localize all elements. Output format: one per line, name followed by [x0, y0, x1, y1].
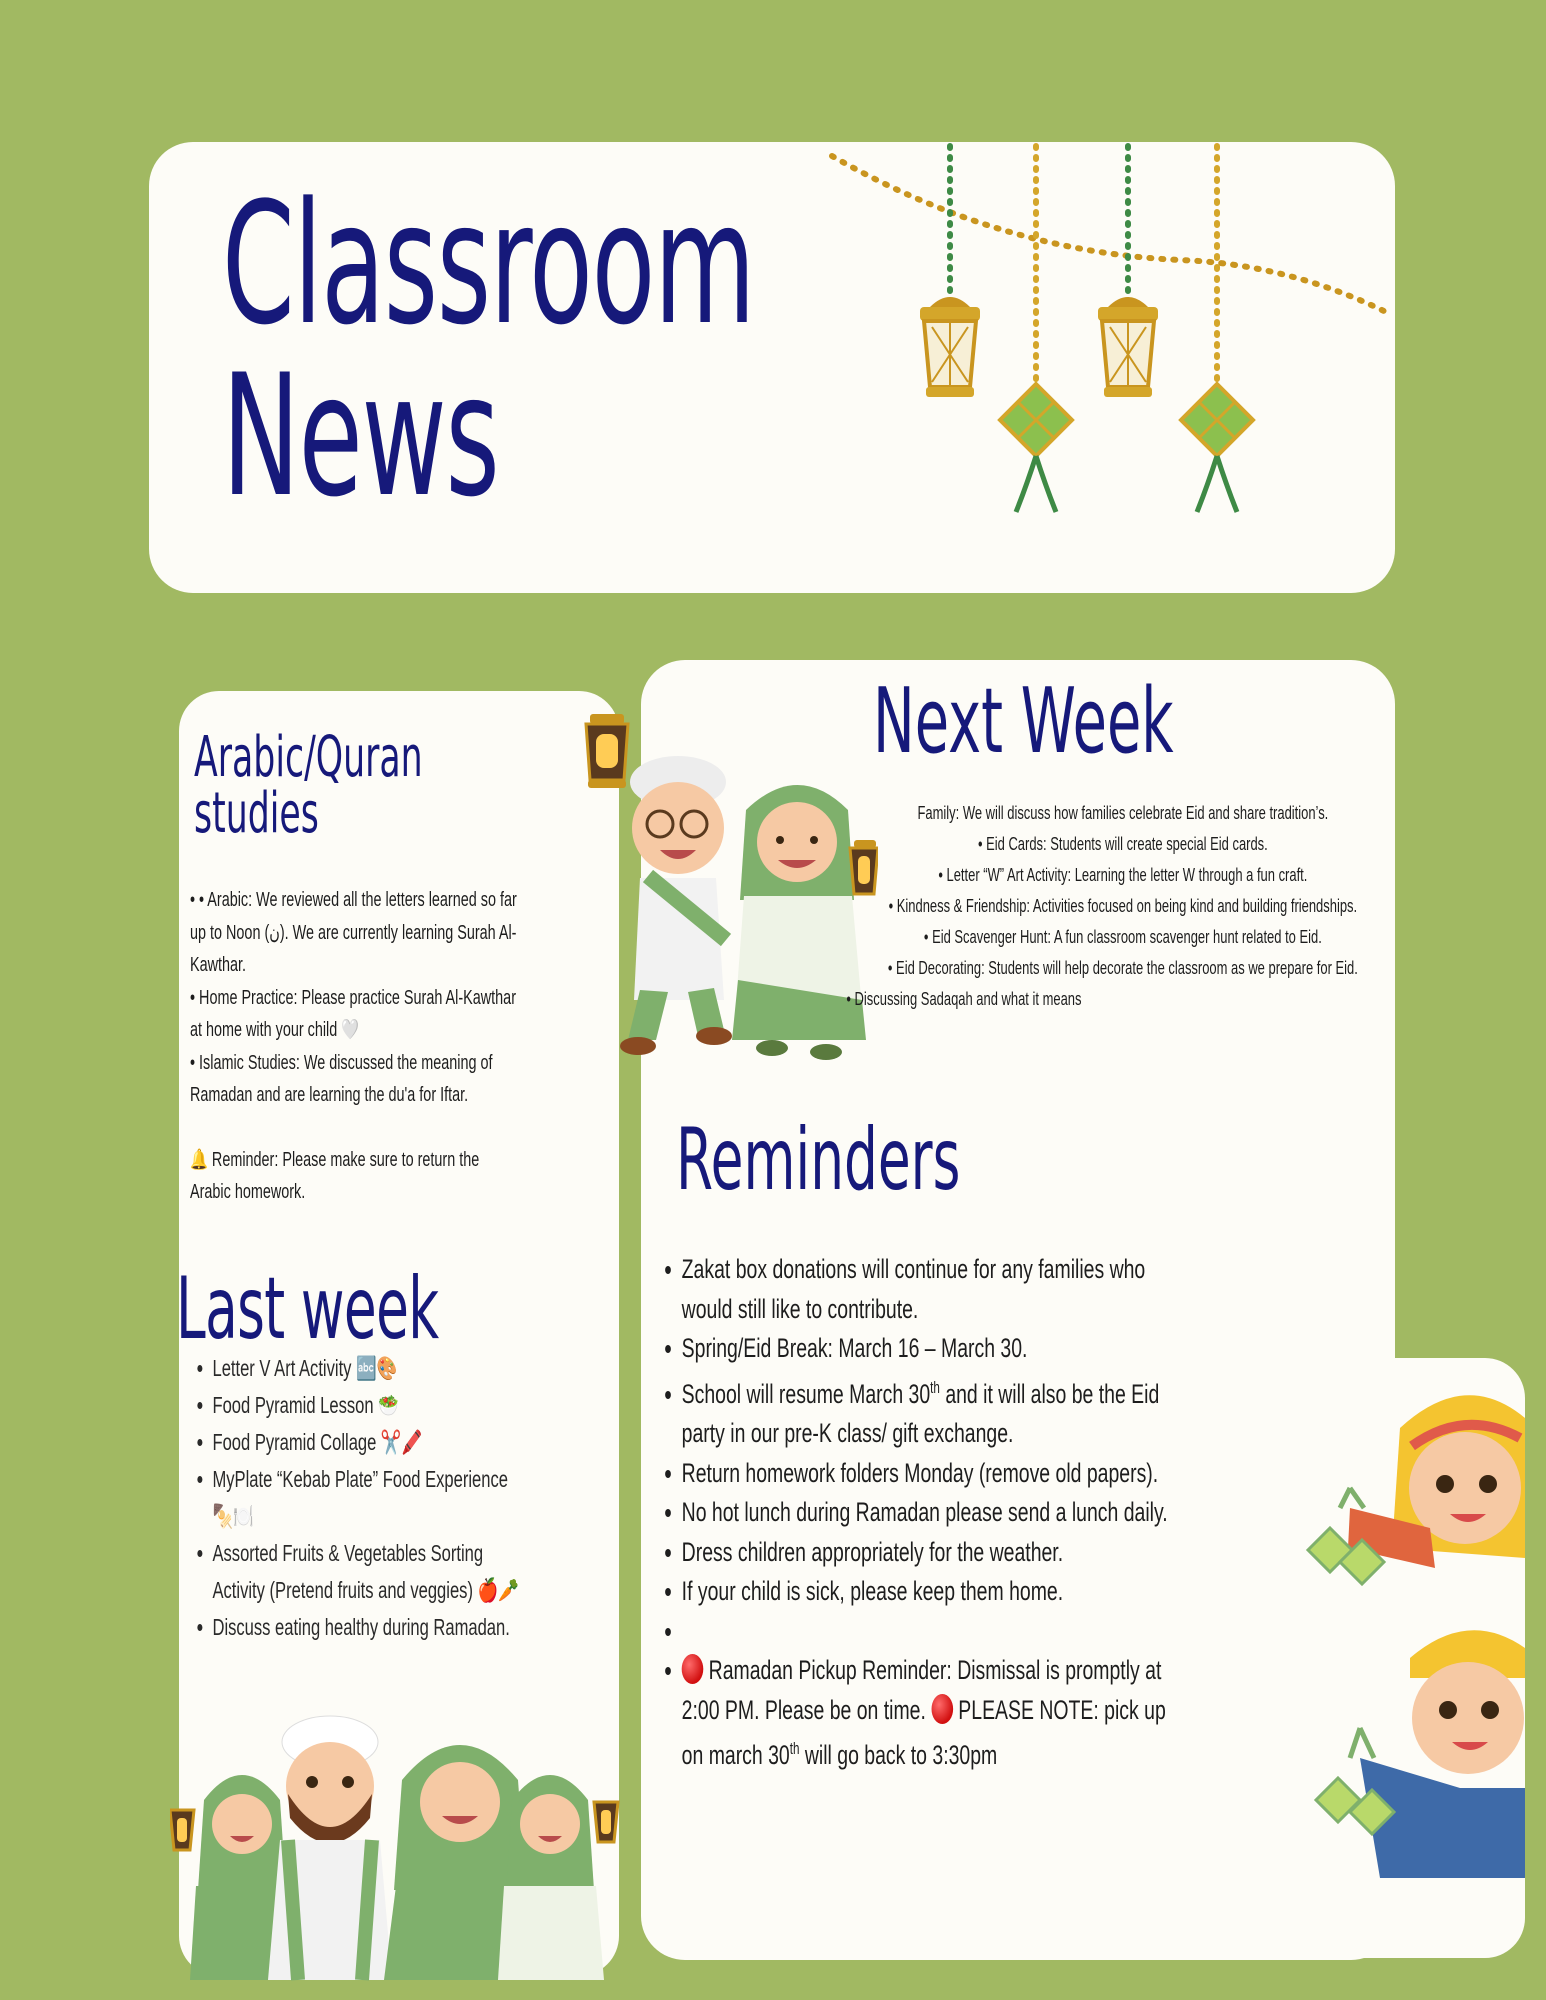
- list-item: • Assorted Fruits & Vegetables Sorting Activity (Pretend fruits and veggies) 🍎🥕: [212, 1535, 529, 1609]
- last-week-heading: Last week: [176, 1259, 439, 1359]
- next-week-heading: Next Week: [873, 669, 1174, 774]
- title-line-2: News: [222, 338, 499, 534]
- next-week-line: Family: We will discuss how families celebrate Eid and share tradition’s.: [917, 803, 1329, 823]
- arabic-paragraph: • Islamic Studies: We discussed the meaning of Ramadan and are learning the du'a for Iftar.: [190, 1051, 493, 1106]
- list-item: • Letter V Art Activity 🔤🎨: [212, 1350, 529, 1387]
- list-item: [682, 1612, 1174, 1652]
- next-week-line: • Discussing Sadaqah and what it means: [846, 989, 1082, 1009]
- hand-lantern-icon: [594, 1802, 618, 1842]
- next-week-line: • Kindness & Friendship: Activities focused on being kind and building friendships.: [888, 896, 1358, 916]
- list-item: [682, 1651, 1174, 1776]
- arabic-quran-body: [190, 884, 518, 1209]
- hand-lantern-icon: [170, 1810, 194, 1850]
- list-item: • Spring/Eid Break: March 16 – March 30.: [682, 1329, 1174, 1369]
- ketupat-icon: [1000, 384, 1072, 512]
- reminder-text: and it will also be the Eid party in our pre-K class/ gift exchange.: [681, 1378, 1160, 1448]
- hand-lantern-icon: [586, 714, 628, 788]
- reminder-text: School will resume March 30: [681, 1378, 931, 1409]
- red-circle-icon: [931, 1694, 953, 1724]
- arabic-heading-line-1: Arabic/Quran: [194, 725, 423, 790]
- next-week-line: • Eid Decorating: Students will help decorate the classroom as we prepare for Eid.: [887, 958, 1358, 978]
- next-week-line: • Letter “W” Art Activity: Learning the letter W through a fun craft.: [938, 865, 1308, 885]
- list-item: • Food Pyramid Collage ✂️🖍️: [212, 1424, 529, 1461]
- arabic-heading-line-2: studies: [194, 781, 319, 846]
- superscript: th: [789, 1740, 800, 1758]
- superscript: th: [930, 1378, 940, 1397]
- last-week-list: [188, 1350, 529, 1646]
- arabic-paragraph: • Home Practice: Please practice Surah Al-Kawthar at home with your child 🤍: [190, 986, 516, 1041]
- list-item: • Zakat box donations will continue for any families who would still like to contribute.: [682, 1250, 1174, 1329]
- next-week-line: • Eid Scavenger Hunt: A fun classroom scavenger hunt related to Eid.: [923, 927, 1322, 947]
- hanging-lantern-icon: [920, 297, 980, 397]
- next-week-body: [832, 798, 1414, 1015]
- list-item: • Discuss eating healthy during Ramadan.: [212, 1609, 529, 1646]
- next-week-line: • Eid Cards: Students will create special Eid cards.: [977, 834, 1268, 854]
- children-celebrating-illustration: [548, 700, 878, 1070]
- list-item: • If your child is sick, please keep them home.: [682, 1572, 1174, 1612]
- reminders-list: [650, 1250, 1174, 1776]
- reminder-text: Ramadan Pickup Reminder: Dismissal is promptly at 2:00 PM. Please be on time.: [681, 1655, 1162, 1725]
- reminders-heading: Reminders: [676, 1110, 961, 1210]
- list-item: • No hot lunch during Ramadan please send a lunch daily.: [682, 1493, 1174, 1533]
- family-illustration: [170, 1690, 620, 1990]
- list-item: • Return homework folders Monday (remove old papers).: [682, 1454, 1174, 1494]
- arabic-quran-heading: [194, 725, 423, 846]
- peeking-kids-illustration: [1300, 1358, 1525, 1878]
- arabic-paragraph: • • Arabic: We reviewed all the letters learned so far up to Noon (ن). We are currently learning Surah Al-Kawthar.: [190, 889, 517, 976]
- hanging-decorations: [820, 142, 1395, 532]
- list-item: [682, 1369, 1174, 1454]
- ketupat-icon: [1181, 384, 1253, 512]
- list-item: • Food Pyramid Lesson 🥗: [212, 1387, 529, 1424]
- arabic-reminder: 🔔 Reminder: Please make sure to return the Arabic homework.: [190, 1148, 480, 1203]
- list-item: • Dress children appropriately for the weather.: [682, 1533, 1174, 1573]
- red-circle-icon: [682, 1654, 704, 1684]
- reminder-text: PLEASE NOTE: pick up on march 30: [681, 1694, 1166, 1770]
- reminder-text: will go back to 3:30pm: [799, 1740, 998, 1770]
- page-title: [222, 166, 755, 534]
- hanging-lantern-icon: [1098, 297, 1158, 397]
- list-item: • MyPlate “Kebab Plate” Food Experience 🍢🍽️: [212, 1461, 529, 1535]
- title-line-1: Classroom: [222, 166, 755, 362]
